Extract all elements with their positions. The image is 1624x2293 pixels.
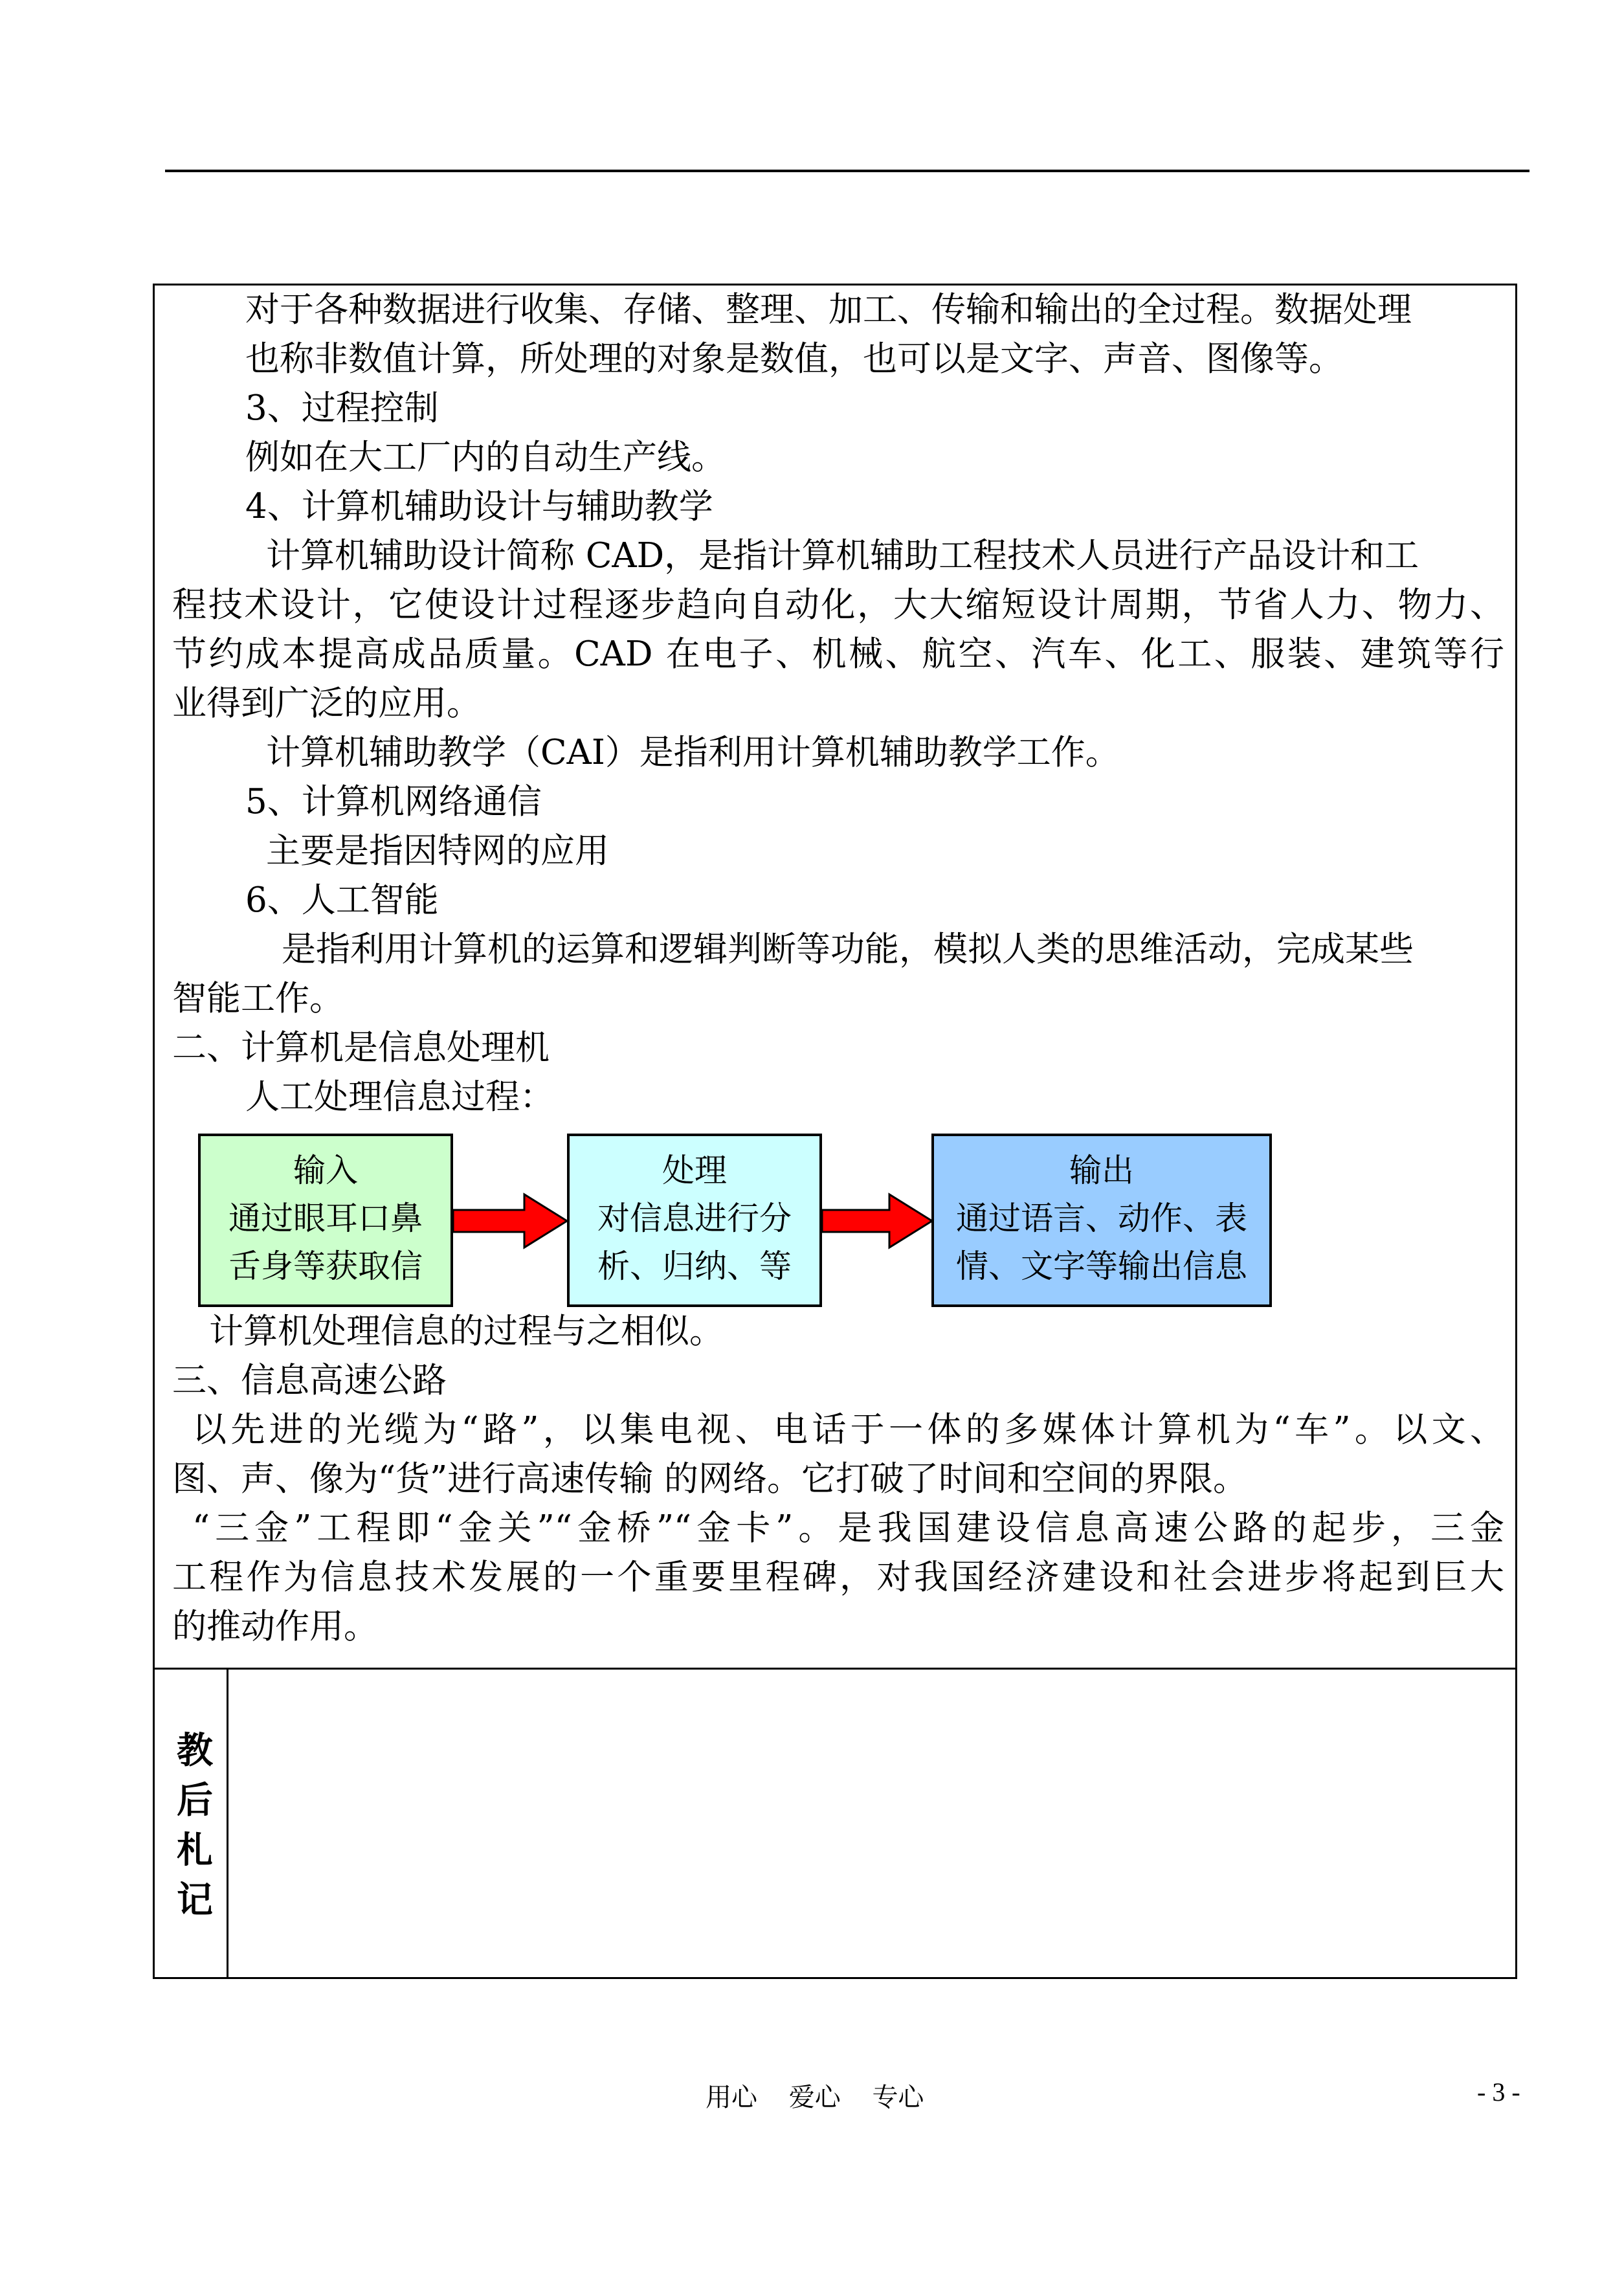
text-line-2: 也称非数值计算，所处理的对象是数值，也可以是文字、声音、图像等。 <box>245 339 1343 379</box>
footer-motto-2: 爱心 <box>788 2083 841 2112</box>
footer-motto-3: 专心 <box>872 2083 924 2112</box>
flow-box-input-line1: 通过眼耳口鼻 <box>228 1200 423 1237</box>
text-line-23: 工程作为信息技术发展的一个重要里程碑，对我国经济建设和社会进步将起到巨大 <box>172 1558 1504 1597</box>
text-line-8: 节约成本提高成品质量。CAD 在电子、机械、航空、汽车、化工、服装、建筑等行 <box>172 634 1504 674</box>
notes-label-char-3: 札 <box>177 1829 213 1872</box>
text-line-18: 计算机处理信息的过程与之相似。 <box>209 1312 724 1351</box>
header-rule <box>165 170 1529 172</box>
flow-box-process-line1: 对信息进行分 <box>597 1200 792 1237</box>
arrow-process-to-output-icon <box>822 1192 933 1250</box>
text-line-5: 4、计算机辅助设计与辅助教学 <box>245 487 713 526</box>
notes-label-char-2: 后 <box>177 1779 213 1822</box>
text-line-12: 主要是指因特网的应用 <box>266 831 609 871</box>
text-line-1: 对于各种数据进行收集、存储、整理、加工、传输和输出的全过程。数据处理 <box>245 290 1412 330</box>
text-line-6: 计算机辅助设计简称 CAD，是指计算机辅助工程技术人员进行产品设计和工 <box>266 536 1419 576</box>
arrow-input-to-process-icon <box>453 1192 568 1250</box>
flow-box-input <box>198 1134 453 1307</box>
text-line-3: 3、过程控制 <box>245 388 439 428</box>
text-line-19: 三、信息高速公路 <box>172 1361 447 1400</box>
text-line-9: 业得到广泛的应用。 <box>172 684 481 723</box>
flow-box-output <box>931 1134 1272 1307</box>
text-line-24: 的推动作用。 <box>172 1607 378 1646</box>
text-line-17: 人工处理信息过程： <box>245 1077 554 1117</box>
text-line-13: 6、人工智能 <box>245 880 439 920</box>
notes-label-char-4: 记 <box>177 1879 213 1921</box>
flow-box-input-title: 输入 <box>293 1152 358 1189</box>
text-line-7: 程技术设计，它使设计过程逐步趋向自动化，大大缩短设计周期，节省人力、物力、 <box>172 585 1504 625</box>
flow-box-process-title: 处理 <box>662 1152 727 1189</box>
text-line-16: 二、计算机是信息处理机 <box>172 1028 550 1068</box>
flow-box-output-line2: 情、文字等输出信息 <box>956 1247 1247 1285</box>
lesson-table <box>153 284 1517 1979</box>
flow-box-process <box>567 1134 822 1307</box>
text-line-4: 例如在大工厂内的自动生产线。 <box>245 438 726 477</box>
text-line-10: 计算机辅助教学（CAI）是指利用计算机辅助教学工作。 <box>266 733 1120 772</box>
page-number: - 3 - <box>1477 2077 1520 2107</box>
footer-motto <box>706 2077 947 2114</box>
table-column-divider <box>227 1668 228 1979</box>
text-line-22: “三金”工程即“金关”“金桥”“金卡”。是我国建设信息高速公路的起步，三金 <box>192 1508 1504 1548</box>
footer-motto-1: 用心 <box>706 2083 757 2112</box>
text-line-21: 图、声、像为“货”进行高速传输 的网络。它打破了时间和空间的界限。 <box>172 1459 1248 1499</box>
text-line-11: 5、计算机网络通信 <box>245 782 542 822</box>
table-row-divider <box>155 1668 1515 1670</box>
text-line-15: 智能工作。 <box>172 979 344 1018</box>
flow-box-input-line2: 舌身等获取信 <box>228 1247 423 1285</box>
notes-label <box>177 1726 213 1925</box>
flow-box-output-line1: 通过语言、动作、表 <box>956 1200 1247 1237</box>
notes-label-char-1: 教 <box>177 1729 213 1772</box>
flow-box-output-title: 输出 <box>1069 1152 1134 1189</box>
flow-box-process-line2: 析、归纳、等 <box>597 1247 792 1285</box>
text-line-20: 以先进的光缆为“路”，以集电视、电话于一体的多媒体计算机为“车”。以文、 <box>192 1410 1504 1449</box>
text-line-14: 是指利用计算机的运算和逻辑判断等功能，模拟人类的思维活动，完成某些 <box>282 930 1414 969</box>
